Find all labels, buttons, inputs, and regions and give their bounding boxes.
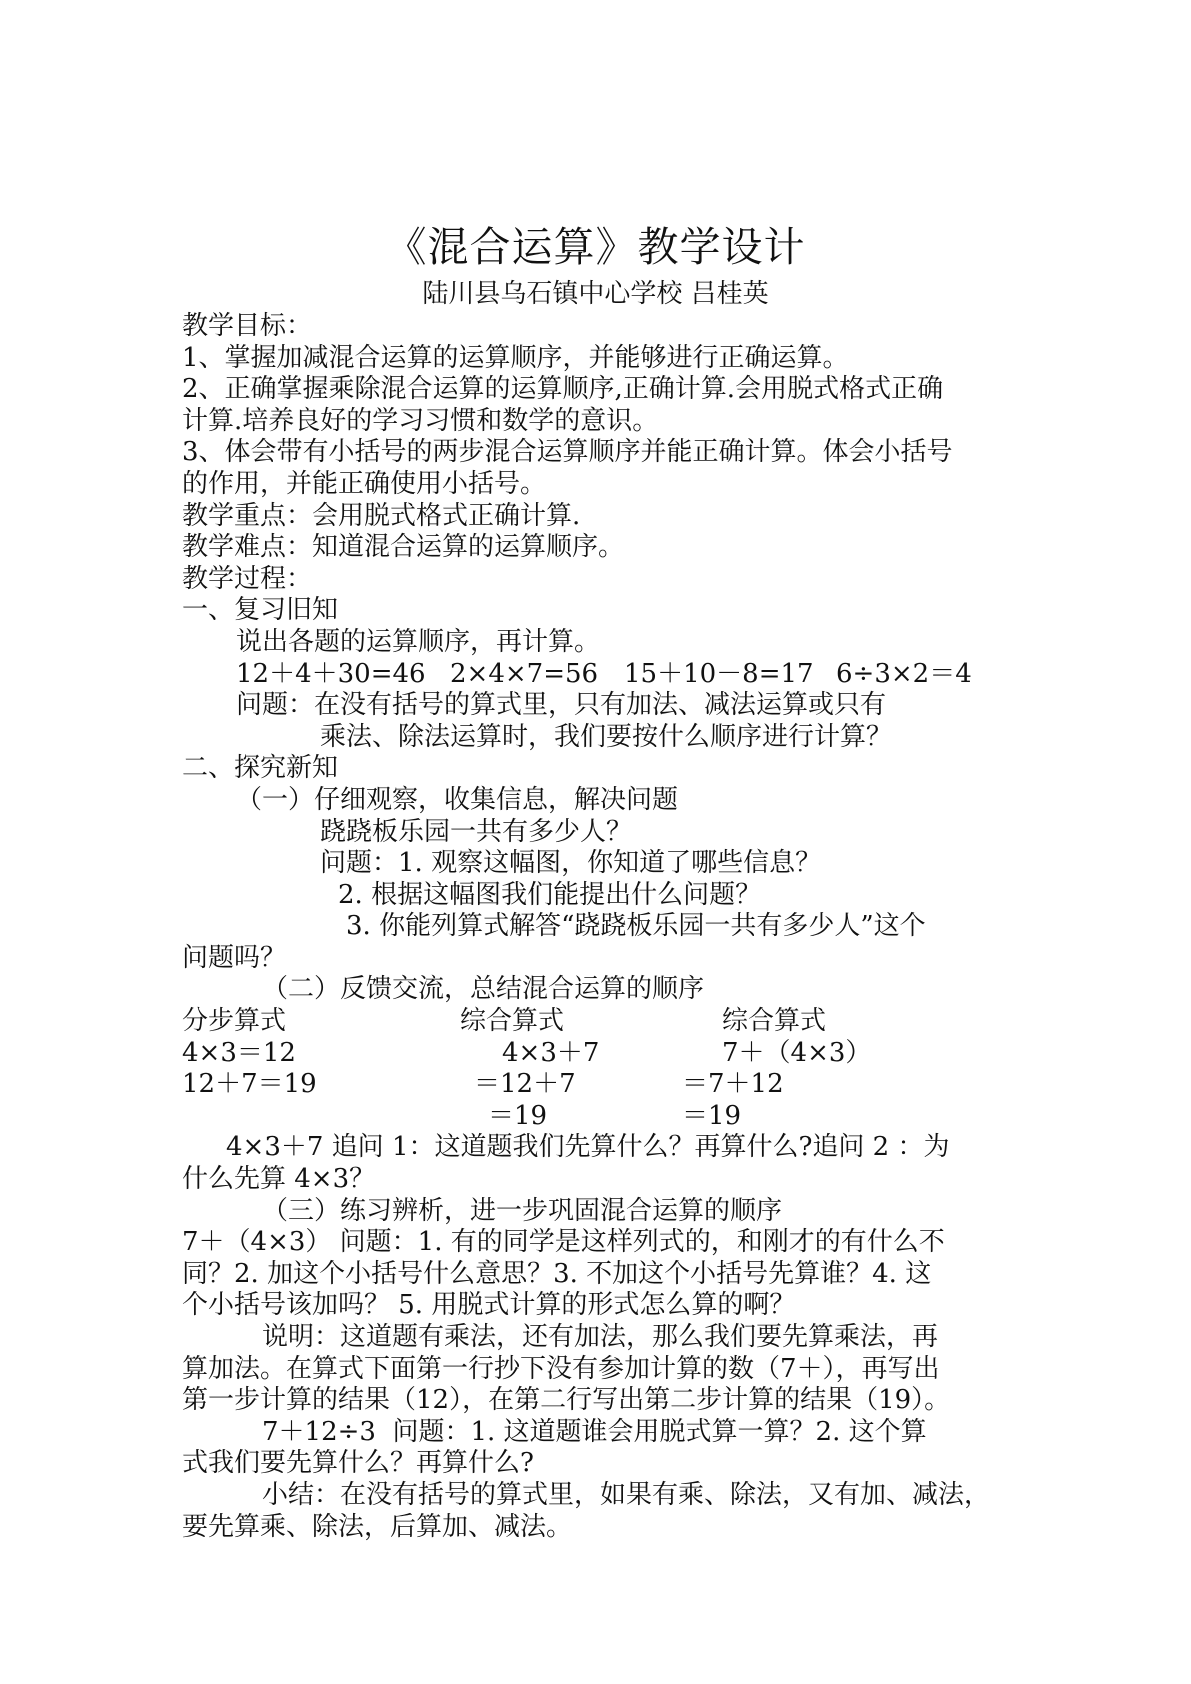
review-expr-4: 6÷3×2＝4 bbox=[836, 658, 972, 689]
part-3-heading: （三）练习辨析，进一步巩固混合运算的顺序 bbox=[262, 1195, 783, 1226]
section-1-instruction: 说出各题的运算顺序，再计算。 bbox=[236, 626, 601, 657]
section-2-heading: 二、探究新知 bbox=[182, 753, 339, 784]
part-1-heading: （一）仔细观察，收集信息，解决问题 bbox=[236, 784, 679, 815]
table-header-1: 分步算式 bbox=[182, 1006, 287, 1037]
compare-table-row bbox=[182, 1069, 1016, 1101]
part-1-item-3-cont: 问题吗？ bbox=[182, 942, 287, 973]
table-cell: ＝7＋12 bbox=[682, 1069, 784, 1100]
part-2-heading: （二）反馈交流，总结混合运算的顺序 bbox=[262, 974, 705, 1005]
table-cell: 7＋（4×3） bbox=[722, 1037, 872, 1068]
question-line-2: 式我们要先算什么？再算什么? bbox=[182, 1448, 534, 1479]
part-1-item-2: 2. 根据这幅图我们能提出什么问题？ bbox=[338, 879, 762, 910]
author-line: 陆川县乌石镇中心学校 吕桂英 bbox=[422, 279, 769, 309]
review-expr-1: 12＋4＋30=46 bbox=[236, 658, 426, 689]
exercise-line-3: 个小括号该加吗？ 5. 用脱式计算的形式怎么算的啊？ bbox=[182, 1290, 796, 1321]
note-line-1: 说明：这道题有乘法，还有加法，那么我们要先算乘法，再 bbox=[262, 1322, 939, 1352]
part-1-item-1: 问题：1. 观察这幅图，你知道了哪些信息？ bbox=[320, 848, 822, 879]
goal-3a: 3、体会带有小括号的两步混合运算顺序并能正确计算。体会小括号 bbox=[182, 437, 953, 468]
section-1-heading: 一、复习旧知 bbox=[182, 595, 339, 626]
table-cell: 12＋7＝19 bbox=[182, 1069, 317, 1100]
table-cell: ＝12＋7 bbox=[474, 1069, 576, 1100]
note-line-2: 算加法。在算式下面第一行抄下没有参加计算的数（7＋），再写出 bbox=[182, 1353, 940, 1384]
process-heading: 教学过程： bbox=[182, 563, 313, 594]
table-header-3: 综合算式 bbox=[722, 1006, 827, 1037]
compare-table-row bbox=[182, 1038, 1016, 1070]
goal-1: 1、掌握加减混合运算的运算顺序，并能够进行正确运算。 bbox=[182, 342, 849, 373]
document-title: 《混合运算》教学设计 bbox=[385, 223, 806, 271]
key-point: 教学重点：会用脱式格式正确计算. bbox=[182, 500, 581, 531]
summary-line-1: 小结：在没有括号的算式里，如果有乘、除法，又有加、减法， bbox=[262, 1479, 991, 1510]
goal-3b: 的作用，并能正确使用小括号。 bbox=[182, 468, 547, 499]
review-expr-3: 15＋10－8=17 bbox=[624, 658, 814, 689]
table-cell: 4×3＋7 bbox=[502, 1037, 600, 1068]
document-body bbox=[182, 311, 1016, 1543]
section-1-question-2: 乘法、除法运算时，我们要按什么顺序进行计算？ bbox=[320, 721, 893, 752]
question-line-1: 7＋12÷3 问题：1. 这道题谁会用脱式算一算？2. 这个算 bbox=[262, 1416, 927, 1447]
note-line-3: 第一步计算的结果（12），在第二行写出第二步计算的结果（19）。 bbox=[182, 1385, 951, 1416]
table-cell: 4×3＝12 bbox=[182, 1037, 296, 1068]
follow-up-1: 4×3＋7 追问 1：这道题我们先算什么？再算什么?追问 2 ：为 bbox=[226, 1132, 950, 1163]
review-expressions bbox=[182, 659, 1016, 691]
part-1-item-3: 3. 你能列算式解答“跷跷板乐园一共有多少人”这个 bbox=[346, 911, 926, 942]
table-header-2: 综合算式 bbox=[460, 1006, 565, 1037]
exercise-line-1: 7＋（4×3） 问题：1. 有的同学是这样列式的，和刚才的有什么不 bbox=[182, 1227, 945, 1258]
goal-2a: 2、正确掌握乘除混合运算的运算顺序,正确计算.会用脱式格式正确 bbox=[182, 374, 944, 405]
goal-2b: 计算.培养良好的学习习惯和数学的意识。 bbox=[182, 405, 659, 436]
goals-heading: 教学目标： bbox=[182, 311, 313, 341]
follow-up-2: 什么先算 4×3？ bbox=[182, 1164, 376, 1195]
part-1-question: 跷跷板乐园一共有多少人？ bbox=[320, 816, 633, 847]
compare-table-row bbox=[182, 1101, 1016, 1133]
review-expr-2: 2×4×7=56 bbox=[450, 658, 599, 689]
section-1-question-1: 问题：在没有括号的算式里，只有加法、减法运算或只有 bbox=[236, 690, 887, 721]
table-cell: ＝19 bbox=[488, 1100, 548, 1131]
difficult-point: 教学难点：知道混合运算的运算顺序。 bbox=[182, 532, 625, 563]
table-cell: ＝19 bbox=[682, 1100, 742, 1131]
summary-line-2: 要先算乘、除法，后算加、减法。 bbox=[182, 1511, 573, 1542]
compare-table-header bbox=[182, 1006, 1016, 1038]
exercise-line-2: 同？2. 加这个小括号什么意思？3. 不加这个小括号先算谁？4. 这 bbox=[182, 1258, 932, 1289]
